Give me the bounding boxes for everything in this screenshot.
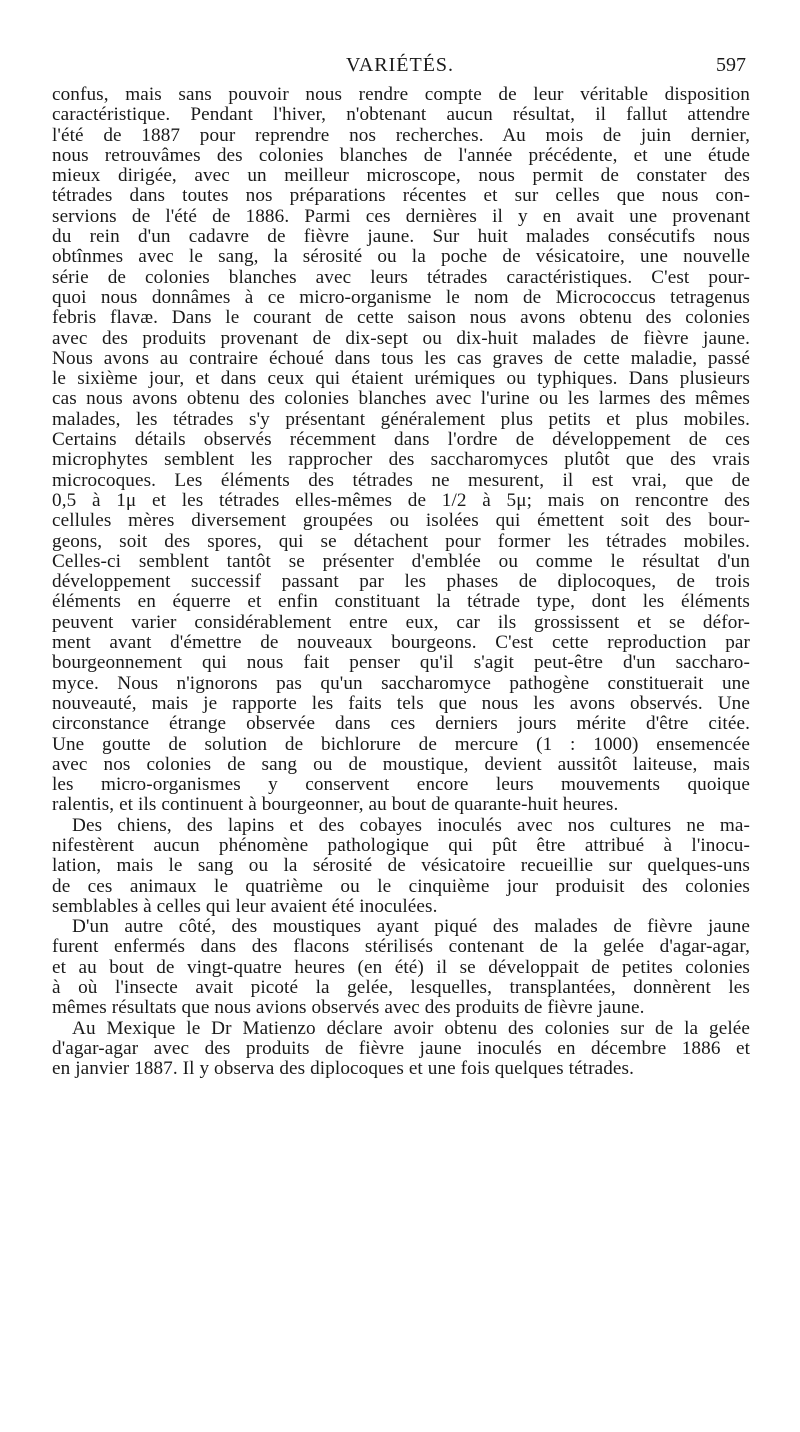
body-text [52,85,750,1080]
text-line: éléments en équerre et enfin constituant la tétrade type, dont les éléments [52,592,750,613]
text-line: nifestèrent aucun phénomène pathologique qui pût être attribué à l'inocu- [52,835,750,856]
text-line: Une goutte de solution de bichlorure de mercure (1 : 1000) ensemencée [52,734,750,755]
text-line: développement successif passant par les phases de diplocoques, de trois [52,572,750,593]
text-line: avec des produits provenant de dix-sept ou dix-huit malades de fièvre jaune. [52,328,750,349]
text-line: les micro-organismes y conservent encore leurs mouvements quoique [52,775,750,796]
text-line: avec nos colonies de sang ou de moustique, devient aussitôt laiteuse, mais [52,754,750,775]
text-line: peuvent varier considérablement entre eux, car ils grossissent et se défor- [52,612,750,633]
text-line: ralentis, et ils continuent à bourgeonner, au bout de quarante-huit heures. [52,795,619,816]
text-line: Des chiens, des lapins et des cobayes inoculés avec nos cultures ne ma- [72,815,750,836]
text-line: obtînmes avec le sang, la sérosité ou la poche de vésicatoire, une nouvelle [52,247,750,268]
text-line: microcoques. Les éléments des tétrades ne mesurent, il est vrai, que de [52,470,750,491]
text-line: en janvier 1887. Il y observa des diplocoques et une fois quelques tétrades. [52,1059,634,1080]
text-line: caractéristique. Pendant l'hiver, n'obtenant aucun résultat, il fallut attendre [52,105,750,126]
text-line: l'été de 1887 pour reprendre nos recherches. Au mois de juin dernier, [52,125,750,146]
paragraph [52,85,750,816]
text-line: febris flavæ. Dans le courant de cette saison nous avons obtenu des colonies [52,308,750,329]
text-line: et au bout de vingt-quatre heures (en été) il se développait de petites colonies [52,957,750,978]
text-line: geons, soit des spores, qui se détachent pour former les tétrades mobiles. [52,531,750,552]
text-line: Nous avons au contraire échoué dans tous les cas graves de cette maladie, passé [52,348,750,369]
text-line: quoi nous donnâmes à ce micro-organisme le nom de Micrococcus tetragenus [52,287,750,308]
text-line: Au Mexique le Dr Matienzo déclare avoir obtenu des colonies sur de la gelée [72,1018,750,1039]
text-line: ment avant d'émettre de nouveaux bourgeons. C'est cette reproduction par [52,633,750,654]
text-line: circonstance étrange observée dans ces derniers jours mérite d'être citée. [52,714,750,735]
text-line: confus, mais sans pouvoir nous rendre compte de leur véritable disposition [52,85,750,105]
page-header [54,54,746,88]
text-line: série de colonies blanches avec leurs tétrades caractéristiques. C'est pour- [52,267,750,288]
text-line: nous retrouvâmes des colonies blanches de l'année précédente, et une étude [52,145,750,166]
text-line: microphytes semblent les rapprocher des saccharomyces plutôt que des vrais [52,450,750,471]
text-line: mieux dirigée, avec un meilleur microscope, nous permit de constater des [52,166,750,187]
text-line: mêmes résultats que nous avions observés avec des produits de fièvre jaune. [52,998,645,1019]
text-line: furent enfermés dans des flacons stérilisés contenant de la gelée d'agar-agar, [52,937,750,958]
text-line: servions de l'été de 1886. Parmi ces dernières il y en avait une provenant [52,206,750,227]
text-line: Certains détails observés récemment dans l'ordre de développement de ces [52,430,750,451]
text-line: cas nous avons obtenu des colonies blanches avec l'urine ou les larmes des mêmes [52,389,750,410]
paragraph [52,816,750,917]
text-line: semblables à celles qui leur avaient été inoculées. [52,896,438,917]
text-line: bourgeonnement qui nous fait penser qu'il s'agit peut-être d'un saccharo- [52,653,750,674]
running-head: VARIÉTÉS. [345,54,455,76]
text-line: de ces animaux le quatrième ou le cinquième jour produisit des colonies [52,876,750,897]
page-number: 597 [716,54,746,76]
text-line: lation, mais le sang ou la sérosité de vésicatoire recueillie sur quelques-uns [52,856,750,877]
paragraph [52,917,750,1018]
paragraph [52,1019,750,1080]
text-line: myce. Nous n'ignorons pas qu'un saccharomyce pathogène constituerait une [52,673,750,694]
text-line: du rein d'un cadavre de fièvre jaune. Sur huit malades consécutifs nous [52,227,750,248]
text-line: le sixième jour, et dans ceux qui étaient urémiques ou typhiques. Dans plusieurs [52,369,750,390]
text-line: tétrades dans toutes nos préparations récentes et sur celles que nous con- [52,186,750,207]
text-line: cellules mères diversement groupées ou isolées qui émettent soit des bour- [52,511,750,532]
text-line: 0,5 à 1μ et les tétrades elles-mêmes de 1/2 à 5μ; mais on rencontre des [52,490,750,511]
text-line: malades, les tétrades s'y présentant généralement plus petits et plus mobiles. [52,409,750,430]
text-line: Celles-ci semblent tantôt se présenter d'emblée ou comme le résultat d'un [52,551,750,572]
text-line: nouveauté, mais je rapporte les faits tels que nous les avons observés. Une [52,693,750,714]
text-line: D'un autre côté, des moustiques ayant piqué des malades de fièvre jaune [72,917,750,938]
text-line: à où l'insecte avait picoté la gelée, lesquelles, transplantées, donnèrent les [52,978,750,999]
text-line: d'agar-agar avec des produits de fièvre jaune inoculés en décembre 1886 et [52,1038,750,1059]
